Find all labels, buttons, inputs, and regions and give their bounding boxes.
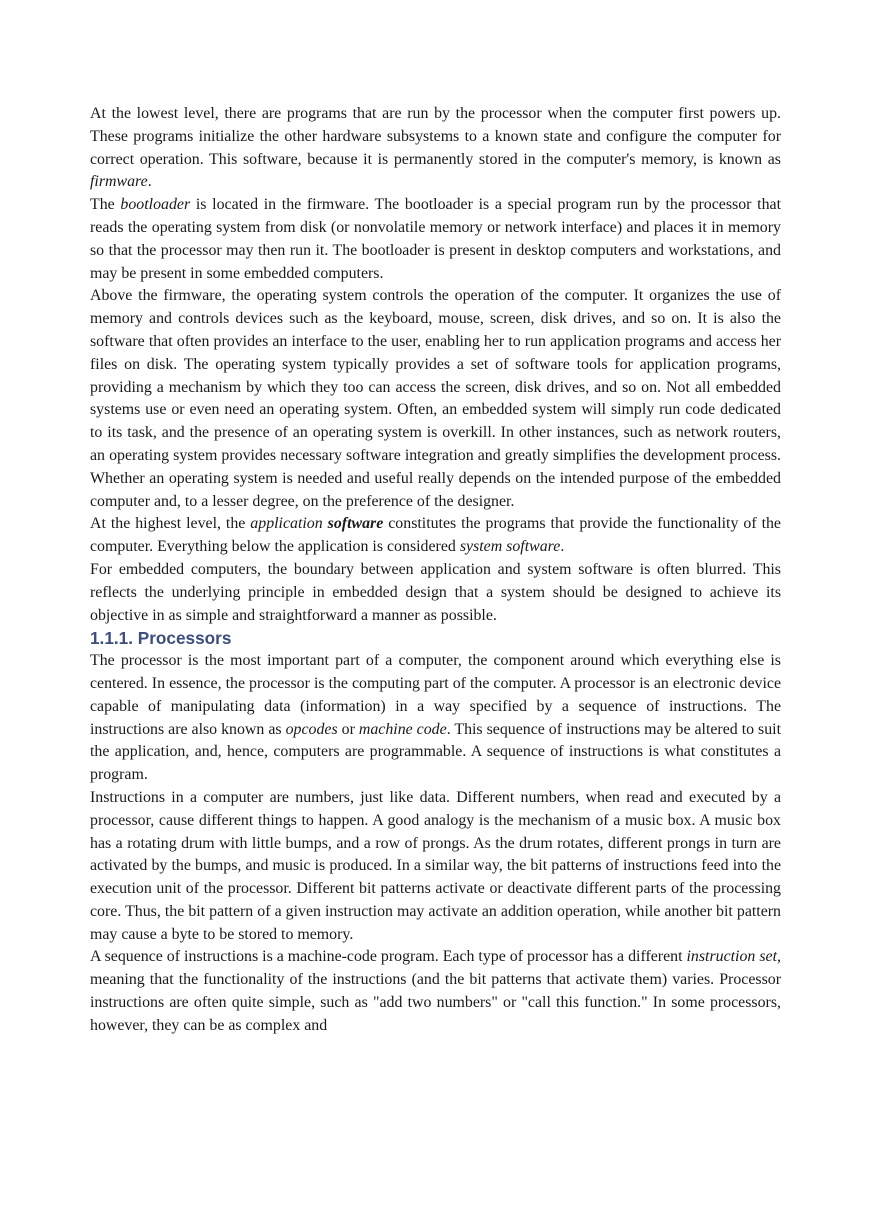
text-run: or <box>337 720 359 738</box>
term-system-software: system software <box>459 538 561 556</box>
text-run: is located in the firmware. The bootloader is a special program run by the processor that reads the operating system from disk (or nonvolatile memory or network interface) and places it in memory so that the processor may then run it. The bootloader is present in desktop computers and workstations, and may be present in some embedded computers. <box>90 196 781 282</box>
term-application: application <box>250 515 323 533</box>
term-machine-code: machine code <box>358 720 447 738</box>
term-firmware: firmware <box>90 173 148 191</box>
text-run: At the highest level, the <box>90 515 251 533</box>
document-page <box>90 103 781 1038</box>
paragraph-bootloader <box>90 194 781 285</box>
term-software: software <box>327 515 384 533</box>
paragraph-firmware <box>90 103 781 194</box>
paragraph-processor <box>90 650 781 787</box>
paragraph-instructions: Instructions in a computer are numbers, just like data. Different numbers, when read and executed by a processor, cause different things to happen. A good analogy is the mechanism of a music box. A music box has a rotating drum with little bumps, and a row of prongs. As the drum rotates, different prongs in turn are activated by the bumps, and music is produced. In a similar way, the bit patterns of instructions feed into the execution unit of the processor. Different bit patterns activate or deactivate different parts of the processing core. Thus, the bit pattern of a given instruction may activate an addition operation, while another bit pattern may cause a byte to be stored to memory. <box>90 788 781 943</box>
text-run: At the lowest level, there are programs that are run by the processor when the computer first powers up. These programs initialize the other hardware subsystems to a known state and configure the computer for correct operation. This software, because it is permanently stored in the computer's memory, is known as <box>90 105 781 168</box>
paragraph-embedded-boundary: For embedded computers, the boundary between application and system software is often blurred. This reflects the underlying principle in embedded design that a system should be designed to achieve its objective in as simple and straightforward a manner as possible. <box>90 560 781 624</box>
section-heading: 1.1.1. Processors <box>90 628 232 649</box>
text-run: The <box>90 196 121 214</box>
term-opcodes: opcodes <box>285 720 338 738</box>
text-run: . <box>147 173 152 191</box>
term-bootloader: bootloader <box>120 196 191 214</box>
term-instruction-set: instruction set <box>686 948 778 966</box>
text-run: . This sequence of instructions may be altered to suit the application, and, hence, computers are programmable. A sequence of instructions is what constitutes a program. <box>90 720 782 784</box>
text-run: constitutes the programs that provide the functionality of the computer. Everything below the application is considered <box>90 515 781 556</box>
text-run: The processor is the most important part of a computer, the component around which everything else is centered. In essence, the processor is the computing part of the computer. A processor is an electronic device capable of manipulating data (information) in a way specified by a sequence of instructions. The instructions are also known as <box>90 652 781 738</box>
paragraph-instruction-set <box>90 946 781 1037</box>
paragraph-operating-system: Above the firmware, the operating system controls the operation of the computer. It organizes the use of memory and controls devices such as the keyboard, mouse, screen, disk drives, and so on. It is also the software that often provides an interface to the user, enabling her to run application programs and access her files on disk. The operating system typically provides a set of software tools for application programs, providing a mechanism by which they too can access the screen, disk drives, and so on. Not all embedded systems use or even need an operating system. Often, an embedded system will simply run code dedicated to its task, and the presence of an operating system is overkill. In other instances, such as network routers, an operating system provides necessary software integration and greatly simplifies the development process. Whether an operating system is needed and useful really depends on the intended purpose of the embedded computer and, to a lesser degree, on the preference of the designer. <box>90 287 781 510</box>
paragraph-application-software <box>90 513 781 559</box>
text-run: . <box>560 538 565 556</box>
text-run: , meaning that the functionality of the instructions (and the bit patterns that activate them) varies. Processor instructions are often quite simple, such as "add two numbers" or "call this function." In some processors, however, they can be as complex and <box>90 948 781 1034</box>
text-run: A sequence of instructions is a machine-code program. Each type of processor has a different <box>90 948 687 966</box>
